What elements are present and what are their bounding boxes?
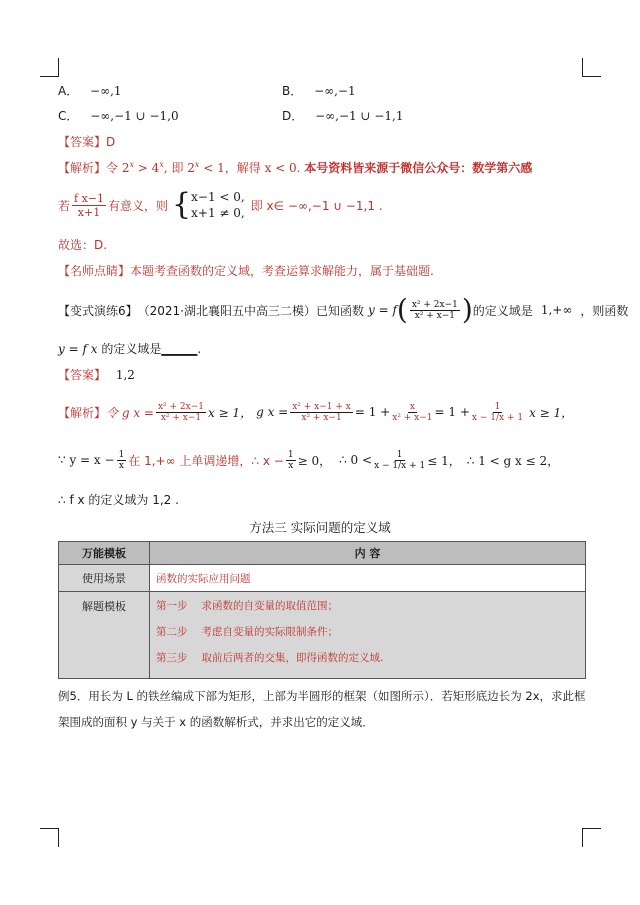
question-text: 的定义域是 — [101, 342, 162, 356]
fraction-numerator: x — [409, 401, 415, 412]
fraction-numerator: 1 — [287, 449, 294, 460]
line2-part-e: ≤ 1， — [427, 453, 461, 468]
line2-part-d: ∴ 0 < — [339, 453, 373, 467]
table-header-row — [59, 542, 586, 565]
step-item — [156, 598, 579, 624]
domain-value: 1,+∞ — [540, 303, 573, 317]
option-b-text: −∞,−1 — [314, 84, 356, 98]
expr-part: 令 2 — [106, 161, 130, 175]
corner-mark-bottom-right — [582, 828, 601, 847]
method-title: 方法三 实际问题的定义域 — [249, 520, 391, 535]
variant-source: （2021·湖北襄阳五中高三二模）已知函数 — [137, 303, 364, 318]
row-template-content — [150, 592, 586, 679]
analysis-1-tag: 【解析】 — [58, 161, 107, 175]
header-template: 万能模板 — [59, 542, 150, 565]
fraction-denominator: x² + x−1 — [160, 412, 202, 423]
corner-mark-top-right — [582, 58, 601, 77]
step-item — [156, 624, 579, 650]
system-line-2: x+1 ≠ 0, — [191, 206, 245, 220]
answer-1-tag: 【答案】 — [58, 135, 107, 149]
variant-line-2 — [58, 340, 201, 357]
close-paren: ) — [461, 293, 473, 326]
reciprocal-fraction-2 — [286, 450, 296, 471]
step-label: 第一步 — [156, 600, 188, 612]
answer-1 — [58, 133, 115, 150]
g-fraction-1 — [156, 402, 206, 423]
answer-1-value: D — [106, 135, 116, 149]
option-d-text: −∞,−1 ∪ −1,1 — [315, 109, 404, 123]
fraction-numerator: x² + 2x−1 — [157, 401, 204, 412]
g-fraction-3 — [392, 402, 432, 423]
fraction-denominator: x — [118, 460, 124, 471]
analysis-1-line-1 — [58, 159, 532, 176]
example-5-line-2: 架围成的面积 y 与关于 x 的函数解析式，并求出它的定义域． — [58, 715, 374, 729]
g-of-x: g x = — [256, 405, 289, 419]
row-usage-label: 使用场景 — [59, 565, 150, 592]
analysis-2-line-2 — [58, 440, 559, 480]
g-fraction-2 — [290, 402, 353, 423]
analysis-2-line-1 — [58, 390, 573, 434]
meaning-text: 有意义，则 — [108, 198, 169, 213]
header-content: 内 容 — [150, 542, 586, 565]
option-a — [58, 82, 122, 99]
system-line-1: x−1 < 0, — [191, 190, 245, 204]
expr-sup: x — [159, 160, 164, 169]
answer-2-value: 1,2 — [115, 368, 135, 382]
corner-mark-bottom-left — [40, 828, 59, 847]
option-a-letter: A． — [58, 84, 79, 98]
fraction-numerator: 1 — [396, 449, 403, 460]
option-c-letter: C． — [58, 109, 79, 123]
step-text: 考虑自变量的实际限制条件； — [201, 626, 338, 638]
answer-blank: ______ — [161, 342, 198, 356]
expr-part: , 即 2 — [163, 161, 195, 175]
fraction-denominator: x² + x−1 — [301, 412, 342, 423]
fraction-numerator: x² + x−1 + x — [292, 401, 351, 412]
reciprocal-fraction — [117, 450, 127, 471]
expr-sup: x — [194, 160, 200, 169]
line2-part-c: ≥ 0， — [297, 453, 332, 468]
line2-part-b: 在 1,+∞ 上单调递增，∴ x − — [128, 453, 284, 468]
step-label: 第三步 — [156, 652, 188, 664]
expr-sup: x — [129, 160, 134, 169]
step-label: 第二步 — [156, 626, 188, 638]
fraction-numerator: 1 — [494, 401, 501, 412]
option-a-text: −∞,1 — [90, 84, 122, 98]
equals-2: = 1 + — [434, 405, 470, 419]
answer-2 — [58, 366, 135, 383]
choose-line: 故选：D. — [58, 238, 108, 252]
variant-func-lhs: y = f — [368, 303, 397, 317]
option-d — [282, 107, 403, 124]
question-func: y = f x — [58, 342, 98, 356]
table-row-usage — [59, 565, 586, 592]
analysis-1-line-2 — [58, 186, 383, 224]
corner-mark-top-left — [40, 58, 59, 77]
bound-fraction — [374, 450, 425, 471]
variant-tag: 【变式演练6】 — [58, 303, 138, 318]
fraction-denominator: x − 1/x + 1 — [374, 460, 426, 471]
open-paren: ( — [396, 293, 408, 326]
option-b — [282, 82, 356, 99]
answer-2-tag: 【答案】 — [58, 368, 107, 382]
line2-part-a: ∵ y = x − — [58, 453, 115, 467]
teacher-note: 【名师点睛】本题考查函数的定义域，考查运算求解能力，属于基础题. — [58, 264, 434, 278]
option-d-letter: D． — [282, 109, 304, 123]
row-usage-content — [150, 565, 586, 592]
variant-line-1 — [58, 290, 628, 330]
conclusion-text: 即 x∈ −∞,−1 ∪ −1,1 . — [250, 198, 383, 213]
question-end: . — [197, 342, 202, 356]
fraction-denominator: x − 1/x + 1 — [471, 412, 524, 423]
template-table — [58, 541, 586, 679]
usage-text: 函数的实际应用问题 — [156, 572, 251, 585]
fraction-numerator: 1 — [118, 449, 125, 460]
option-c — [58, 107, 179, 124]
fraction-denominator: x² + x−1 — [392, 412, 433, 423]
then-text: ，则函数 — [580, 303, 629, 318]
option-b-letter: B． — [282, 84, 303, 98]
analysis-2-tag: 【解析】 — [58, 405, 107, 420]
table-row-template — [59, 592, 586, 679]
g-fraction-4 — [472, 402, 523, 423]
fraction-denominator: x — [288, 460, 294, 471]
step-text: 求函数的自变量的取值范围； — [201, 600, 338, 612]
row-template-label: 解题模板 — [59, 592, 150, 679]
line2-part-f: ∴ 1 < g x ≤ 2， — [466, 453, 560, 468]
ruo-text: 若 — [58, 198, 71, 213]
expr-part: > 4 — [133, 161, 160, 175]
variant-fraction — [410, 300, 460, 321]
condition-1: x ≥ 1， — [207, 405, 253, 420]
option-c-text: −∞,−1 ∪ −1,0 — [90, 109, 179, 123]
step-text: 取前后两者的交集，即得函数的定义域. — [201, 652, 384, 664]
inequality-system — [191, 189, 245, 221]
example-5-line-1: 例5．用长为 L 的铁丝编成下部为矩形，上部为半圆形的框架（如图所示）．若矩形底边长为 2x，求此框 — [58, 689, 586, 703]
equals-1: = 1 + — [354, 405, 391, 419]
fraction-numerator: x² + 2x−1 — [411, 299, 458, 310]
fraction-denominator: x+1 — [77, 205, 101, 219]
step-item — [156, 650, 579, 672]
fraction-numerator: f x−1 — [74, 191, 105, 205]
analysis-2-line-3: ∴ f x 的定义域为 1,2 . — [58, 493, 179, 507]
condition-2: x ≥ 1， — [529, 405, 574, 420]
ling-text: 令 g x = — [106, 405, 154, 420]
source-note: 本号资料皆来源于微信公众号：数学第六感 — [304, 161, 533, 175]
domain-fraction — [72, 192, 106, 219]
system-brace: { — [172, 187, 192, 222]
fraction-denominator: x² + x−1 — [414, 310, 455, 321]
domain-text: 的定义域是 — [472, 303, 533, 318]
expr-part: < 1，解得 x < 0. — [199, 161, 305, 175]
